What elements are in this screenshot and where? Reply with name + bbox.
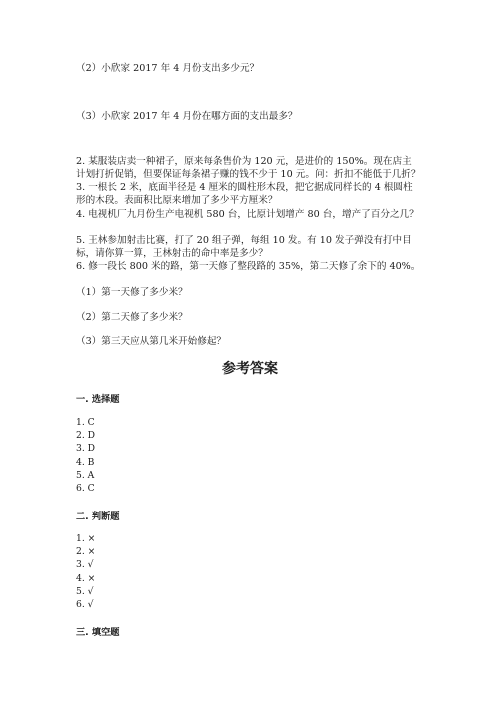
question-6-part-1: （1）第一天修了多少米？ [76, 287, 188, 298]
list-item: 2. × [76, 546, 96, 558]
question-1-part-2: （2）小欣家 2017 年 4 月份支出多少元？ [76, 63, 260, 74]
question-5-line-1: 5. 王林参加射击比赛，打了 20 组子弹，每组 10 发。有 10 发子弹没有打中目 [76, 235, 412, 246]
question-5-line-2: 标，请你算一算，王林射击的命中率是多少？ [76, 248, 268, 259]
list-item: 5. A [76, 469, 95, 481]
section-heading-choice: 一. 选择题 [76, 394, 120, 405]
list-item: 4. B [76, 456, 95, 468]
answers-title: 参考答案 [222, 361, 278, 377]
section-heading-fill-blank: 三. 填空题 [76, 627, 120, 638]
question-4: 4. 电视机厂九月份生产电视机 580 台，比原计划增产 80 台，增产了百分之几？ [76, 209, 419, 220]
question-3-line-2: 形的木段。表面积比原来增加了多少平方厘米？ [76, 195, 278, 206]
section-heading-judgment: 二. 判断题 [76, 511, 120, 522]
choice-answer-list [76, 416, 95, 495]
list-item: 6. C [76, 482, 95, 494]
question-6-part-2: （2）第二天修了多少米？ [76, 312, 188, 323]
list-item: 6. √ [76, 598, 94, 610]
list-item: 1. C [76, 417, 95, 428]
list-item: 3. √ [76, 559, 94, 571]
question-2-line-1: 2. 某服装店卖一种裙子，原来每条售价为 120 元，是进价的 150%。现在店主 [76, 156, 412, 167]
list-item: 1. × [76, 533, 96, 544]
question-1-part-3: （3）小欣家 2017 年 4 月份在哪方面的支出最多？ [76, 111, 298, 122]
question-2-line-2: 计划打折促销，但要保证每条裙子赚的钱不少于 10 元。问：折扣不能低于几折？ [76, 169, 421, 180]
list-item: 4. × [76, 572, 96, 584]
judgment-answer-list [76, 532, 95, 611]
list-item: 5. √ [76, 585, 94, 597]
question-6: 6. 修一段长 800 米的路，第一天修了整段路的 35%，第二天修了余下的 40%。 [76, 261, 421, 272]
list-item: 2. D [76, 430, 96, 442]
question-3-line-1: 3. 一根长 2 米，底面半径是 4 厘米的圆柱形木段，把它据成同样长的 4 根圆柱 [76, 182, 413, 193]
question-6-part-3: （3）第三天应从第几米开始修起？ [76, 336, 227, 347]
list-item: 3. D [76, 443, 96, 455]
